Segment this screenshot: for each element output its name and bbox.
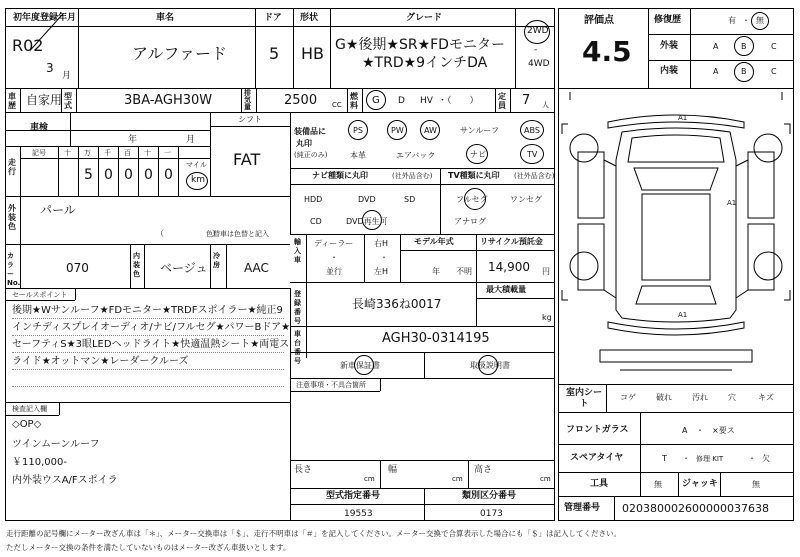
warranty-manual: 取扱説明書 (470, 361, 510, 370)
tv-analog: アナログ (454, 217, 486, 226)
tools-value: 無 (654, 480, 662, 489)
grade-label: グレード (406, 13, 443, 23)
seat-koge: コゲ (620, 393, 636, 402)
fuel-hv: HV (420, 96, 433, 106)
model-year-unknown: 不明 (456, 267, 472, 276)
displacement-unit: CC (332, 101, 342, 109)
equip-tv: TV (527, 150, 538, 159)
color-paren: （ ） (156, 229, 220, 238)
capacity-unit: 人 (542, 101, 549, 109)
score-label: 評価点 (584, 15, 614, 26)
mileage-col-man: 万 (84, 149, 91, 157)
shaken-label: 車検 (30, 123, 49, 133)
mileage-col-juu: 十 (144, 149, 151, 157)
mileage-digit-man: 0 (104, 167, 113, 183)
recycle-label: リサイクル預託金 (480, 237, 543, 246)
equipment-label3: (純正のみ) (294, 151, 328, 159)
warranty-new: 新車保証書 (340, 361, 380, 370)
vehicle-name: アルファード (132, 44, 228, 63)
fuel-other: ・（ ） (438, 96, 479, 106)
recycle-unit: 円 (542, 267, 550, 276)
sales-point-line3: セーフティS★3眼LEDヘッドライト★快適温熱シート★両電ス (12, 339, 290, 350)
first-reg-era: R02 (12, 36, 44, 55)
fuel-g: G (372, 95, 380, 106)
seat-yogore: 汚れ (692, 393, 708, 402)
first-reg-month-unit: 月 (62, 71, 72, 81)
interior-color-value: ベージュ (160, 261, 208, 275)
navi-cd: CD (310, 217, 322, 226)
tv-type-note: (社外品含む) (514, 172, 555, 180)
mileage-digit-10man: 5 (84, 167, 93, 183)
model-year-year: 年 (432, 267, 440, 276)
score-value: 4.5 (582, 35, 632, 68)
windshield-label: フロントガラス (566, 425, 629, 435)
vehicle-name-label: 車名 (156, 13, 175, 23)
mileage-col-mark: 記号 (32, 149, 46, 157)
color-no-value: 070 (66, 261, 89, 275)
import-dot: ・ (330, 253, 338, 262)
equip-leather: 本革 (350, 151, 366, 160)
notes-label: 注意事項・不具合箇所 (296, 381, 366, 389)
spare-label: スペアタイヤ (570, 453, 624, 463)
windshield-dot: ・ (696, 426, 704, 435)
sales-point-line1: 後期★Wサンルーフ★FDモニター★TRDFスポイラー★純正9 (12, 305, 283, 316)
diagram-a1-front: A1 (678, 114, 688, 122)
model-label: 型式 (64, 92, 72, 110)
sales-point-line4: ライド★オットマン★レーダークルーズ (12, 356, 189, 367)
chassis-label: 車台番号 (294, 330, 301, 365)
displacement-label: 排気量 (244, 89, 251, 111)
repair-label: 修復歴 (654, 15, 682, 25)
mileage-digit-juu: 0 (164, 167, 173, 183)
mileage-col-sen: 千 (104, 149, 111, 157)
class-no-value: 0173 (480, 509, 503, 519)
max-load-unit: kg (542, 313, 552, 322)
size-width-unit: cm (452, 475, 463, 483)
exterior-b: B (741, 42, 747, 51)
model-year-label: モデル年式 (414, 237, 454, 246)
mileage-col-10man: 十 (64, 149, 71, 157)
type-no-value: 19553 (344, 509, 373, 519)
equip-sunroof: サンルーフ (460, 126, 499, 135)
spare-kit: 修理 KIT (696, 455, 724, 463)
size-height-unit: cm (540, 475, 551, 483)
mgmt-value: 020380002600000037638 (622, 502, 769, 515)
repair-no: 無 (756, 16, 764, 25)
seat-yabure: 破れ (656, 393, 672, 402)
max-load-label: 最大積載量 (486, 285, 526, 294)
equip-navi: ナビ (470, 150, 486, 159)
tv-fullseg: フルセグ (456, 195, 488, 204)
chassis-value: AGH30-0314195 (382, 331, 490, 346)
door-label: ドア (264, 13, 282, 23)
interior-color-label: 内装色 (133, 252, 140, 278)
plate-label: 登録番号 (294, 290, 301, 325)
color-no-label: カラーNo. (7, 252, 21, 287)
usage-label: 車歴 (8, 92, 16, 110)
shaken-month: 月 (186, 135, 196, 145)
import-label: 輸入車 (294, 238, 301, 264)
equipment-label1: 装備品に (294, 127, 326, 136)
sales-point-line2: インチディスプレイオーディオ/ナビ/フルセグ★パワーBドア★ (12, 322, 291, 333)
inspector-label: 検査記入欄 (12, 405, 47, 413)
seat-kizu: キズ (758, 393, 774, 402)
spare-none: 欠 (762, 454, 770, 463)
mgmt-label: 管理番号 (564, 503, 601, 513)
drive-4wd: 4WD (528, 59, 550, 69)
sales-points-label: セールスポイント (12, 291, 68, 299)
exterior-a: A (713, 42, 719, 51)
spare-dot: ・ (682, 454, 690, 463)
interior-c: C (771, 67, 777, 76)
interior-b: B (741, 67, 747, 76)
import-dealer: ディーラー (314, 239, 354, 248)
import-rh: 右H (374, 239, 389, 248)
first-reg-month: 3 (46, 61, 54, 75)
mileage-km: km (191, 175, 205, 185)
first-reg-label: 初年度登録年月 (13, 13, 77, 23)
footer-line2: ただしメーター交換の条件を満たしていないものはメーター改ざん車扱いとします。 (6, 543, 291, 552)
exterior-c: C (771, 42, 777, 51)
equip-pw: PW (391, 126, 404, 135)
mileage-col-ichi: 一 (164, 149, 171, 157)
equipment-label2: 丸印 (296, 139, 312, 148)
seat-label: 室内シート (566, 388, 603, 409)
equip-ps: PS (353, 126, 363, 135)
tv-oneseg: ワンセグ (510, 195, 542, 204)
shift-label: シフト (238, 115, 262, 124)
grade-line1: G★後期★SR★FDモニター (335, 37, 505, 53)
drive-dash: - (534, 45, 538, 55)
model-value: 3BA-AGH30W (124, 93, 213, 108)
spare-dot-2: ・ (748, 454, 756, 463)
inspector-line3: ￥110,000- (12, 457, 67, 468)
size-width: 幅 (388, 465, 398, 475)
color-value: パール (40, 203, 76, 217)
navi-type-label: ナビ種類に丸印 (312, 171, 368, 180)
fuel-label: 燃料 (350, 92, 358, 110)
inspector-line1: ◇OP◇ (12, 419, 42, 430)
tools-label: 工具 (590, 479, 609, 489)
aircon-label: 冷房 (213, 252, 220, 269)
diagram-a1-right: A1 (727, 199, 737, 207)
body-shape: HB (301, 44, 325, 63)
capacity-label: 定員 (498, 92, 506, 110)
import-dot-2: ・ (380, 253, 388, 262)
size-length: 長さ (294, 465, 313, 475)
capacity-value: 7 (522, 93, 531, 108)
mileage-mile: マイル (186, 161, 207, 169)
door-count: 5 (269, 44, 280, 63)
navi-dvd-play: DVD再生可 (346, 217, 388, 226)
repair-dot: ・ (742, 16, 750, 25)
shaken-year: 年 (128, 135, 138, 145)
grade-line2: ★TRD★9インチDA (362, 55, 488, 71)
windshield-x: ×要ス (712, 426, 735, 435)
navi-hdd: HDD (304, 195, 323, 204)
footer-line1: 走行距離の記号欄にメーター改ざん車は「＊」、メーター交換車は「＄」、走行不明車は「＃」を記入してください。メーター交換で合算表示した場合にも「＄」は記入してください。 (6, 529, 621, 538)
color-note: 色替車は色替と記入 (206, 230, 269, 238)
jack-label: ジャッキ (682, 479, 718, 489)
diagram-a1-rear: A1 (678, 311, 688, 319)
seat-ana: 穴 (728, 393, 736, 402)
spare-t: T (662, 454, 667, 463)
interior-label: 内装 (660, 66, 679, 76)
class-no-label: 類別区分番号 (462, 491, 517, 501)
shape-label: 形状 (300, 13, 319, 23)
jack-value: 無 (752, 480, 760, 489)
equip-aw: AW (424, 126, 437, 135)
plate-value: 長崎336ね0017 (352, 297, 442, 311)
shift-value: FAT (233, 150, 261, 169)
navi-dvd: DVD (358, 195, 376, 204)
size-length-unit: cm (364, 475, 375, 483)
navi-sd: SD (404, 195, 416, 204)
fuel-d: D (398, 96, 405, 106)
repair-yes: 有 (728, 16, 736, 25)
displacement-value: 2500 (284, 93, 318, 108)
windshield-a: A (682, 426, 688, 435)
interior-a: A (713, 67, 719, 76)
navi-type-note: (社外品含む) (392, 172, 433, 180)
import-lh: 左H (374, 267, 389, 276)
car-damage-diagram (560, 90, 792, 380)
equip-abs: ABS (524, 126, 540, 135)
type-no-label: 型式指定番号 (326, 491, 381, 501)
mileage-label: 走行 (8, 158, 16, 176)
usage-value: 自家用 (26, 93, 63, 107)
equip-airbag: エアバック (396, 151, 436, 160)
size-height: 高さ (474, 465, 493, 475)
mileage-digit-hyaku: 0 (144, 167, 153, 183)
mileage-col-hyaku: 百 (124, 149, 131, 157)
import-parallel: 並行 (326, 267, 342, 276)
color-label: 外装色 (8, 204, 16, 231)
drive-2wd: 2WD (527, 26, 549, 36)
mileage-digit-sen: 0 (124, 167, 133, 183)
inspector-line4: 内外装ウスA/Fスポイラ (12, 475, 118, 486)
inspector-line2: ツインムーンルーフ (12, 439, 100, 450)
exterior-label: 外装 (660, 41, 679, 51)
aircon-value: AAC (244, 261, 269, 275)
recycle-value: 14,900 (488, 260, 530, 274)
tv-type-label: TV種類に丸印 (448, 171, 500, 180)
